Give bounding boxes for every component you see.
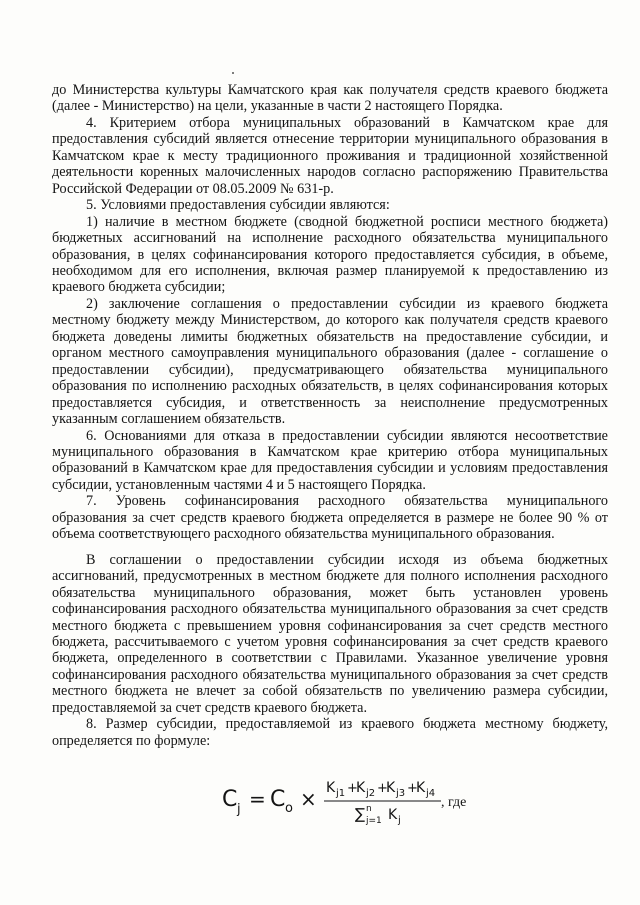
paragraph-4-selection-criterion: 4. Критерием отбора муниципальных образований в Камчатском крае для предоставления субсидий является отнесение территории муниципального образования в Камчатском крае к месту традиционного проживания и традиционной хозяйственной деятельности коренных малочисленных народов согласно распоряжению Правительства Российской Федерации от 08.05.2009 № 631-р. [52,114,608,197]
formula-lhs: C [222,787,238,812]
paragraph-5-condition-1: 1) наличие в местном бюджете (сводной бюджетной росписи местного бюджета) бюджетных ассигнований на исполнение расходного обязательства муниципального образования, в целях софинансирования которого предоставляется субсидия, в объеме, необходимом для его исполнения, включая размер планируемой к предоставлению из краевого бюджета субсидии; [52,213,608,296]
formula-den-k: K [388,807,398,823]
paragraph-continuation: до Министерства культуры Камчатского края как получателя средств краевого бюджета (далее - Министерство) на цели, указанные в части 2 настоящего Порядка. [52,82,608,115]
paragraph-6-refusal-grounds: 6. Основаниями для отказа в предоставлении субсидии являются несоответствие муниципального образования в Камчатском крае критерию отбора муниципальных образований в Камчатском крае для предоставления субсидии и условиям предоставления субсидии, установленным частями 4 и 5 настоящего Порядка. [52,427,608,493]
formula-plus-1: + [347,781,358,796]
formula-plus-2: + [377,781,388,796]
formula-c0: C [270,787,286,812]
paragraph-8-subsidy-size: 8. Размер субсидии, предоставляемой из краевого бюджета местному бюджету, определяется по формуле: [52,716,608,749]
formula-k1-subscript: j1 [336,788,346,799]
formula-k3-subscript: j3 [396,788,406,799]
formula-sum-symbol: ∑ [355,805,366,823]
paragraph-5-condition-2: 2) заключение соглашения о предоставлении субсидии из краевого бюджета местному бюджету между Министерством, до которого как получателя средств краевого бюджета доведены лимиты бюджетных обязательств на предоставление субсидии, и органом местного самоуправления муниципального образования (далее - соглашение о предоставлении субсидии), предусматривающего обязательства муниципального образования по исполнению расходных обязательств, в целях софинансирования которых предоставляется субсидия, и ответственность за неисполнение предусмотренных указанным соглашением обязательств. [52,295,608,428]
formula-sum-lower: j=1 [366,816,382,826]
document-body [52,82,608,749]
paragraph-agreement-cofinancing: В соглашении о предоставлении субсидии исходя из объема бюджетных ассигнований, предусмотренных в местном бюджете для полного исполнения расходного обязательства муниципального образования, может быть установлен уровень софинансирования расходного обязательства муниципального образования за счет средств местного бюджета с превышением уровня софинансирования за счет средств местного бюджета, рассчитываемого с учетом уровня софинансирования за счет средств краевого бюджета, определенного в соответствии с Правилами. Указанное увеличение уровня софинансирования расходного обязательства муниципального образования за счет средств местного бюджета не влечет за собой обязательств по увеличению размера субсидии, предоставляемой за счет средств краевого бюджета. [52,551,608,716]
paragraph-7-cofinancing-level: 7. Уровень софинансирования расходного обязательства муниципального образования за счет средств краевого бюджета определяется в размере не более 90 % от объема соответствующего расходного обязательства муниципального образования. [52,493,608,543]
formula-lhs-subscript: j [237,802,241,817]
formula-k3: K [386,780,396,796]
scan-speck [232,72,234,74]
formula-sum-upper: n [366,804,372,814]
formula-k2-subscript: j2 [366,788,376,799]
formula-tail: , где [441,795,467,810]
formula-plus-3: + [407,781,418,796]
formula-times: × [300,787,317,811]
formula-k4-subscript: j4 [426,788,436,799]
formula-k1: K [326,780,336,796]
formula-equals: = [249,787,266,811]
formula-k2: K [356,780,366,796]
subsidy-formula [0,774,640,834]
paragraph-5-conditions: 5. Условиями предоставления субсидии являются: [86,197,390,214]
formula-den-k-subscript: j [398,815,401,826]
formula-k4: K [416,780,426,796]
formula-c0-subscript: o [285,801,293,816]
